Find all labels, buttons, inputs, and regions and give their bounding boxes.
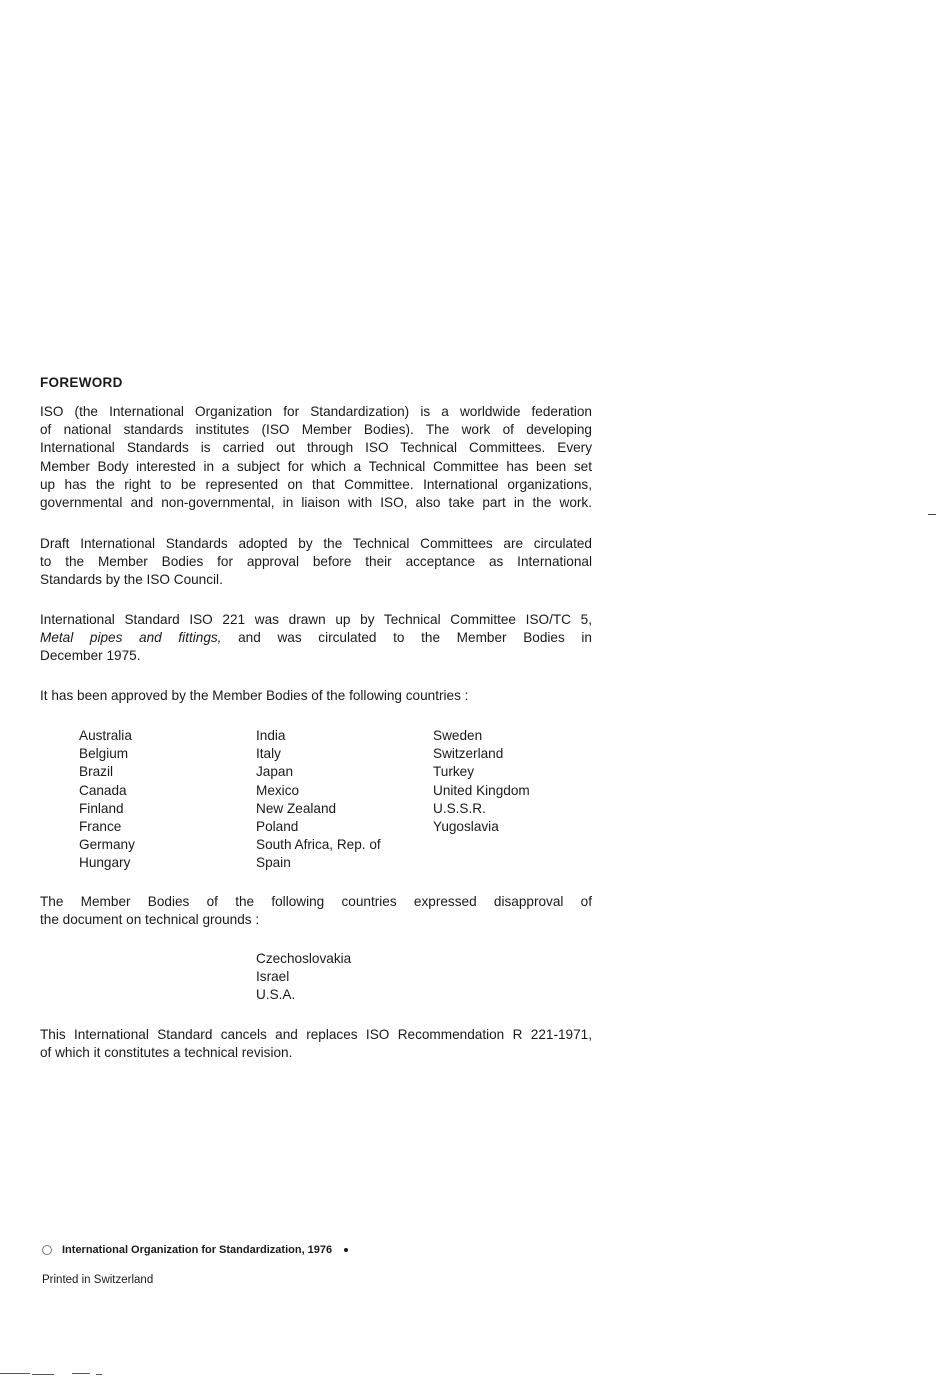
committee-title: Metal pipes and fittings, bbox=[40, 630, 222, 646]
text-line: International Standards is carried out through ISO Technical Committees. Every bbox=[40, 440, 592, 456]
copyright-text: International Organization for Standardization, 1976 bbox=[62, 1244, 333, 1256]
text-line: The Member Bodies of the following countries expressed disapproval of bbox=[40, 894, 592, 909]
country-item: Belgium bbox=[79, 746, 129, 762]
text-line bbox=[40, 629, 592, 647]
disapproving-countries-list bbox=[256, 950, 351, 1005]
foreword-paragraph-3 bbox=[40, 611, 592, 666]
country-item: New Zealand bbox=[256, 800, 337, 816]
text-line: to the Member Bodies for approval before their acceptance as International bbox=[40, 554, 592, 570]
text-line: Member Body interested in a subject for which a Technical Committee has been set bbox=[40, 458, 592, 474]
country-item: India bbox=[256, 728, 286, 743]
country-item: Germany bbox=[79, 837, 135, 853]
country-item: Mexico bbox=[256, 782, 300, 798]
country-item: U.S.A. bbox=[256, 987, 296, 1003]
text-line: It has been approved by the Member Bodies of the following countries : bbox=[40, 688, 469, 703]
text-fragment: and was circulated to the Member Bodies in bbox=[221, 630, 592, 646]
text-line: of which it constitutes a technical revision. bbox=[40, 1045, 293, 1061]
country-item: Canada bbox=[79, 782, 127, 798]
text-line: Standards by the ISO Council. bbox=[40, 572, 223, 588]
foreword-paragraph-4 bbox=[40, 687, 592, 705]
country-item: Japan bbox=[256, 764, 294, 780]
country-item: U.S.S.R. bbox=[433, 800, 486, 816]
country-item: Yugoslavia bbox=[433, 819, 499, 835]
country-item: Poland bbox=[256, 819, 299, 835]
bullet-icon bbox=[344, 1248, 348, 1252]
approving-countries-col-1 bbox=[79, 727, 135, 873]
copyright-notice bbox=[42, 1244, 348, 1256]
text-line: governmental and non-governmental, in liaison with ISO, also take part in the work. bbox=[40, 495, 592, 511]
foreword-paragraph-2 bbox=[40, 535, 592, 590]
text-line: December 1975. bbox=[40, 648, 141, 664]
country-item: Switzerland bbox=[433, 746, 504, 762]
text-line: This International Standard cancels and replaces ISO Recommendation R 221-1971, bbox=[40, 1027, 592, 1042]
foreword-paragraph-6 bbox=[40, 1026, 592, 1062]
country-item: Sweden bbox=[433, 728, 483, 743]
country-item: Italy bbox=[256, 746, 281, 762]
printed-location: Printed in Switzerland bbox=[42, 1274, 154, 1286]
country-item: Brazil bbox=[79, 764, 113, 780]
copyright-icon bbox=[42, 1245, 52, 1255]
text-line: Draft International Standards adopted by the Technical Committees are circulated bbox=[40, 536, 592, 551]
approving-countries-col-2 bbox=[256, 727, 381, 873]
country-item: Australia bbox=[79, 728, 132, 743]
country-item: South Africa, Rep. of bbox=[256, 837, 381, 853]
foreword-paragraph-5 bbox=[40, 893, 592, 929]
foreword-paragraph-1 bbox=[40, 403, 592, 512]
country-item: United Kingdom bbox=[433, 782, 530, 798]
text-line: the document on technical grounds : bbox=[40, 912, 260, 928]
country-item: Hungary bbox=[79, 855, 131, 871]
country-item: Israel bbox=[256, 969, 290, 985]
approving-countries-col-3 bbox=[433, 727, 530, 836]
country-item: Spain bbox=[256, 855, 291, 871]
foreword-heading: FOREWORD bbox=[40, 375, 123, 390]
text-line: ISO (the International Organization for Standardization) is a worldwide federation bbox=[40, 404, 592, 419]
scan-smudge bbox=[0, 1373, 110, 1376]
scan-mark bbox=[928, 514, 936, 515]
country-item: Finland bbox=[79, 800, 124, 816]
country-item: France bbox=[79, 819, 122, 835]
country-item: Turkey bbox=[433, 764, 475, 780]
text-line: International Standard ISO 221 was drawn up by Technical Committee ISO/TC 5, bbox=[40, 612, 592, 627]
text-line: of national standards institutes (ISO Member Bodies). The work of developing bbox=[40, 422, 592, 438]
country-item: Czechoslovakia bbox=[256, 951, 352, 966]
text-line: up has the right to be represented on that Committee. International organizations, bbox=[40, 476, 592, 492]
